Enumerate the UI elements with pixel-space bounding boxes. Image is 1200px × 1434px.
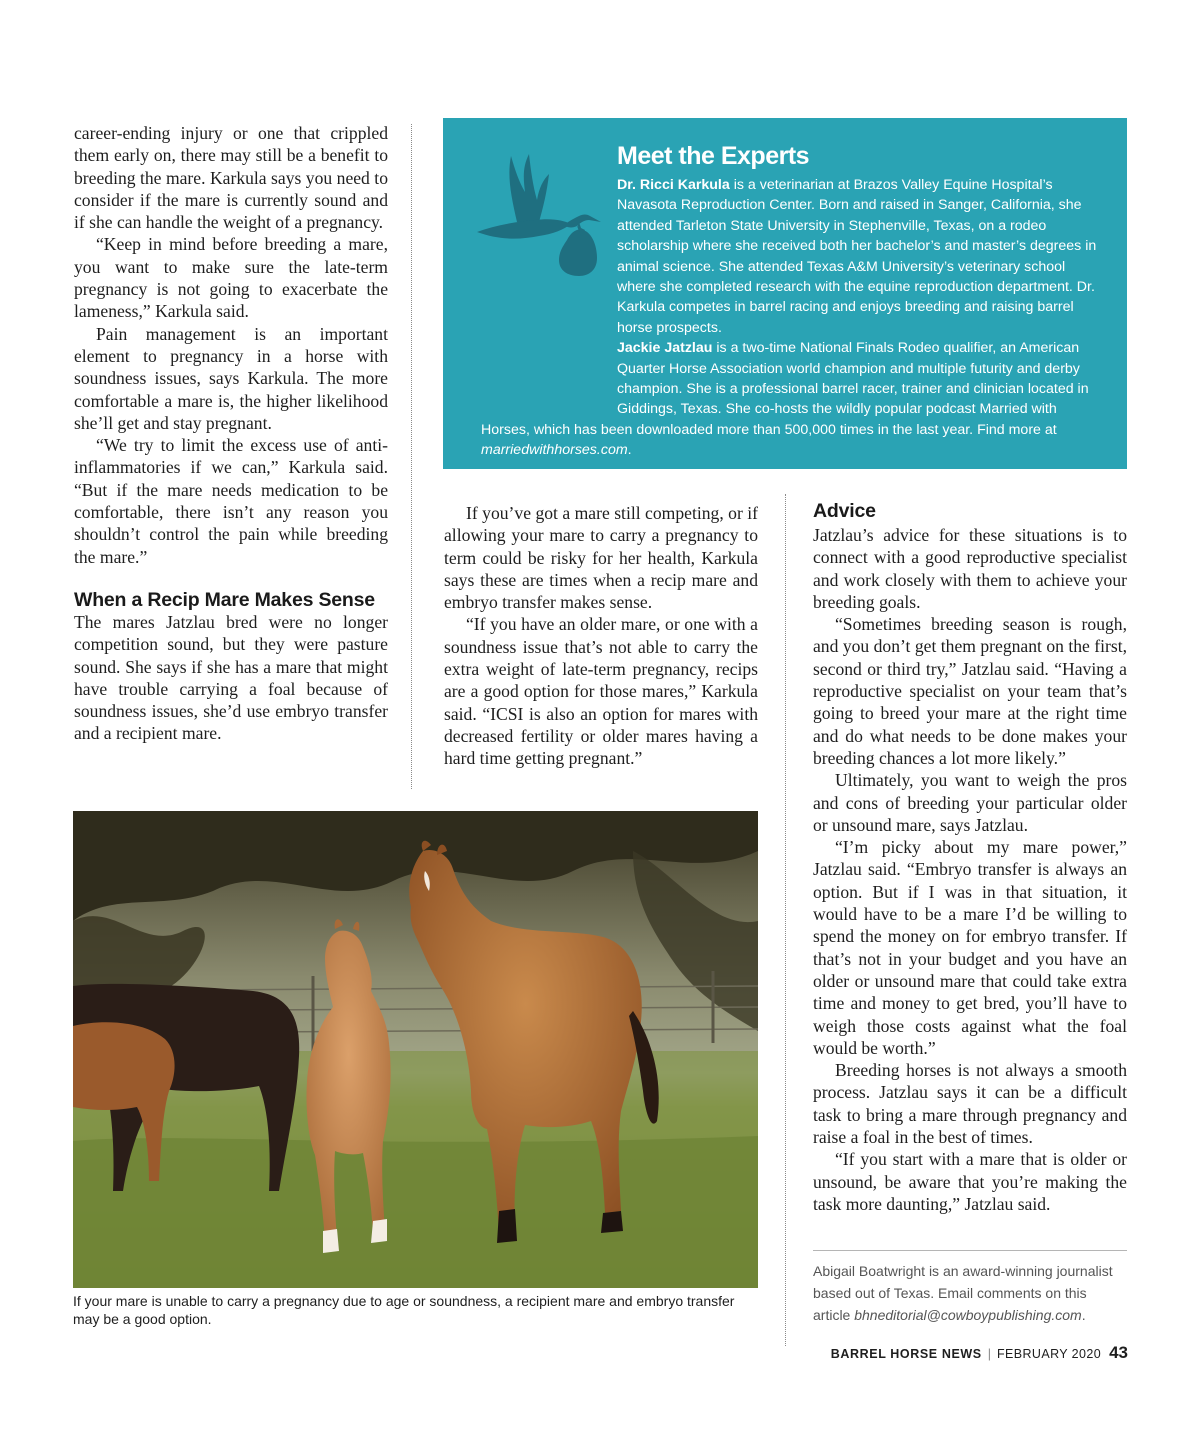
expert-name: Dr. Ricci Karkula — [617, 177, 730, 193]
column-3 — [813, 500, 1127, 1215]
paragraph: career-ending injury or one that crippled them early on, there may still be a benefit to breeding the mare. Karkula says you need to consider if the mare is currently sound and if she can handle the weight of a pregnancy. — [74, 123, 388, 233]
footer-separator: | — [987, 1347, 991, 1361]
experts-sidebar — [443, 118, 1127, 469]
author-bio-text: Abigail Boatwright is an award-winning journalist based out of Texas. Email comments on this article — [813, 1263, 1113, 1323]
experts-body — [481, 175, 1105, 461]
paragraph: The mares Jatzlau bred were no longer competition sound, but they were pasture sound. She says if she has a mare that might have trouble carrying a foal because of soundness issues, she’d use embryo transfer and a recipient mare. — [74, 611, 388, 744]
expert-name: Jackie Jatzlau — [617, 340, 713, 357]
author-bio: Abigail Boatwright is an award-winning journalist based out of Texas. Email comments on this article bhneditorial@cowboypublishing.com. — [813, 1263, 1113, 1323]
paragraph: “Keep in mind before breeding a mare, you want to make sure the late-term pregnancy is not going to exacerbate the lameness,” Karkula said. — [74, 234, 388, 322]
page-footer — [831, 1343, 1128, 1363]
paragraph: “If you have an older mare, or one with a soundness issue that’s not able to carry the extra weight of late-term pregnancy, recips are a good option for those mares,” Karkula said. “ICSI is also an option for mares with decreased fertility or older mares having a hard time getting pregnant.” — [444, 614, 758, 769]
issue-date: FEBRUARY 2020 — [996, 1347, 1102, 1361]
paragraph: Jatzlau’s advice for these situations is to connect with a good reproductive specialist and work closely with them to achieve your breeding goals. — [813, 525, 1127, 612]
column-divider — [411, 124, 412, 789]
column-2 — [444, 502, 758, 770]
paragraph: “If you start with a mare that is older or unsound, be aware that you’re making the task more daunting,” Jatzlau said. — [813, 1149, 1127, 1214]
horses-illustration — [73, 811, 758, 1288]
paragraph: “Sometimes breeding season is rough, and you don’t get them pregnant on the first, second or third try,” Jatzlau said. “Having a reproductive specialist on your team that’s going to breed your mare at the right time and do what needs to be done makes your breeding chances a lot more likely.” — [813, 614, 1127, 768]
column-1 — [74, 122, 388, 745]
expert-bio: Jackie Jatzlau is a two-time National Finals Rodeo qualifier, an American Quarter Horse Association world champion and multiple futurity and derby champion. She is a professional barrel racer, trainer and clinician located in Giddings, Texas. She co-hosts the wildly popular podcast Married with Horses, which has been downloaded more than 500,000 times in the last year. Find more at marriedwithhorses.com. — [481, 340, 1089, 459]
bio-divider — [813, 1250, 1127, 1251]
magazine-name: BARREL HORSE NEWS — [830, 1347, 982, 1361]
paragraph: Ultimately, you want to weigh the pros and cons of breeding your particular older or unsound mare, says Jatzlau. — [813, 770, 1127, 835]
expert-bio-text: is a veterinarian at Brazos Valley Equine Hospital’s Navasota Reproduction Center. Born and raised in Sanger, California, she attended Tarleton State University in Stephenville, Texas, on a rodeo scholarship where she received both her bachelor’s and master’s degrees in animal science. She attended Texas A&M University’s veterinary school where she completed research with the equine reproduction department. Dr. Karkula competes in barrel racing and enjoys breeding and raising barrel horse prospects. — [617, 177, 1097, 336]
paragraph: Breeding horses is not always a smooth process. Jatzlau says it can be a difficult task to bring a mare through pregnancy and raise a foal in the best of times. — [813, 1060, 1127, 1148]
email-link[interactable]: bhneditorial@cowboypublishing.com — [854, 1307, 1082, 1323]
experts-title: Meet the Experts — [617, 142, 810, 170]
section-heading: When a Recip Mare Makes Sense — [74, 588, 375, 611]
column-divider — [785, 494, 786, 1346]
paragraph: “We try to limit the excess use of anti-inflammatories if we can,” Karkula said. “But if the mare needs medication to be comfortable, there isn’t any reason you shouldn’t control the pain while breeding the mare.” — [74, 435, 388, 567]
expert-bio-text: is a two-time National Finals Rodeo qualifier, an American Quarter Horse Association world champion and multiple futurity and derby champion. She is a professional barrel racer, trainer and clinician located in Giddings, Texas. She co-hosts the wildly popular podcast Married with Horses, which has been downloaded more than 500,000 times in the last year. Find more at — [481, 340, 1089, 438]
website-link[interactable]: marriedwithhorses.com — [481, 442, 628, 459]
page-number: 43 — [1109, 1343, 1128, 1362]
paragraph: “I’m picky about my mare power,” Jatzlau said. “Embryo transfer is always an option. But if I was in that situation, it would have to be a mare I’d be willing to spend the money on for embryo transfer. If that’s not in your budget and you have an older or unsound mare that could take extra time and money to get bred, you’ll have to weigh those costs against what the foal would be worth.” — [813, 837, 1127, 1058]
paragraph: If you’ve got a mare still competing, or if allowing your mare to carry a pregnancy to term could be risky for her health, Karkula says these are times when a recip mare and embryo transfer makes sense. — [444, 503, 758, 613]
photo-caption: If your mare is unable to carry a pregnancy due to age or soundness, a recipient mare and embryo transfer may be a good option. — [73, 1293, 735, 1327]
horses-photo — [73, 811, 758, 1288]
section-heading: Advice — [813, 500, 876, 522]
paragraph: Pain management is an important element to pregnancy in a horse with soundness issues, says Karkula. The more comfortable a mare is, the higher likelihood she’ll get and stay pregnant. — [74, 323, 388, 433]
